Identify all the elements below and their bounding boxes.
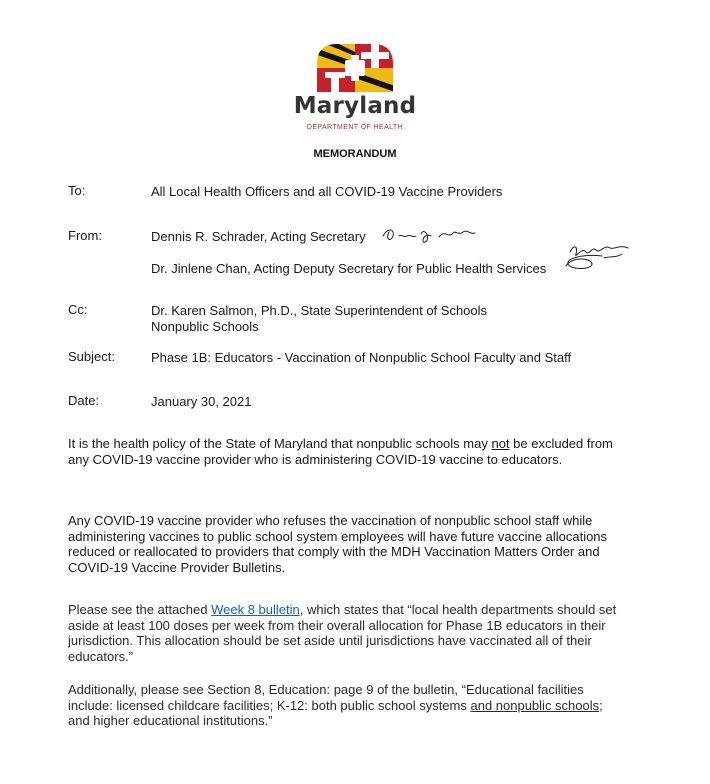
paragraph-bulletin <box>68 602 628 664</box>
week-8-bulletin-link[interactable]: Week 8 bulletin <box>211 602 300 617</box>
subject-value: Phase 1B: Educators - Vaccination of Nonpublic School Faculty and Staff <box>151 350 572 365</box>
cc-label: Cc: <box>68 302 88 317</box>
cc-value-2: Nonpublic Schools <box>151 319 259 334</box>
date-label: Date: <box>68 393 100 408</box>
chan-signature <box>560 240 636 274</box>
paragraph-section-8-text-a: Additionally, please see Section 8, Education: page 9 of the bulletin, “Educational facilities include: licensed childcare facilities; K-12: both public school systems <box>68 682 584 713</box>
emphasis-not: not <box>491 436 510 451</box>
paragraph-policy-text-a: It is the health policy of the State of Maryland that nonpublic schools may <box>68 436 492 451</box>
maryland-flag-icon <box>315 42 395 92</box>
to-value: All Local Health Officers and all COVID-19 Vaccine Providers <box>151 184 503 199</box>
paragraph-policy-text-b: be excluded from any COVID-19 vaccine provider who is administering COVID-19 vaccine to educators. <box>68 436 613 467</box>
from-value-2: Dr. Jinlene Chan, Acting Deputy Secretary for Public Health Services <box>151 261 547 276</box>
cc-value-1: Dr. Karen Salmon, Ph.D., State Superintendent of Schools <box>151 303 488 318</box>
schrader-signature <box>381 224 483 246</box>
emphasis-nonpublic-schools: and nonpublic schools <box>470 697 600 713</box>
brand-name: Maryland <box>293 93 417 119</box>
from-value-1: Dennis R. Schrader, Acting Secretary <box>151 229 366 244</box>
paragraph-refusal: Any COVID-19 vaccine provider who refuses the vaccination of nonpublic school staff while administering vaccines to public school system employees will have future vaccine allocations reduced or reallocated to providers that comply with the MDH Vaccination Matters Order and COVID-19 Vaccine Provider Bulletins. <box>68 513 608 575</box>
paragraph-section-8 <box>68 682 628 729</box>
from-label: From: <box>68 228 102 243</box>
subject-label: Subject: <box>68 349 115 364</box>
memo-title: MEMORANDUM <box>313 148 397 160</box>
date-value: January 30, 2021 <box>151 394 252 409</box>
paragraph-section-8-text-b: ; and higher educational institutions.” <box>68 697 603 728</box>
to-label: To: <box>68 183 86 198</box>
paragraph-bulletin-text-a: Please see the attached <box>68 602 212 617</box>
paragraph-policy <box>68 436 628 467</box>
paragraph-bulletin-text-b: , which states that “local health departments should set aside at least 100 doses per week from their overall allocation for Phase 1B educators in their jurisdiction. This allocation should be set aside until jurisdictions have vaccinated all of their educators.” <box>68 602 617 664</box>
department-name: DEPARTMENT OF HEALTH <box>306 124 404 131</box>
maryland-flag-logo <box>0 42 710 92</box>
